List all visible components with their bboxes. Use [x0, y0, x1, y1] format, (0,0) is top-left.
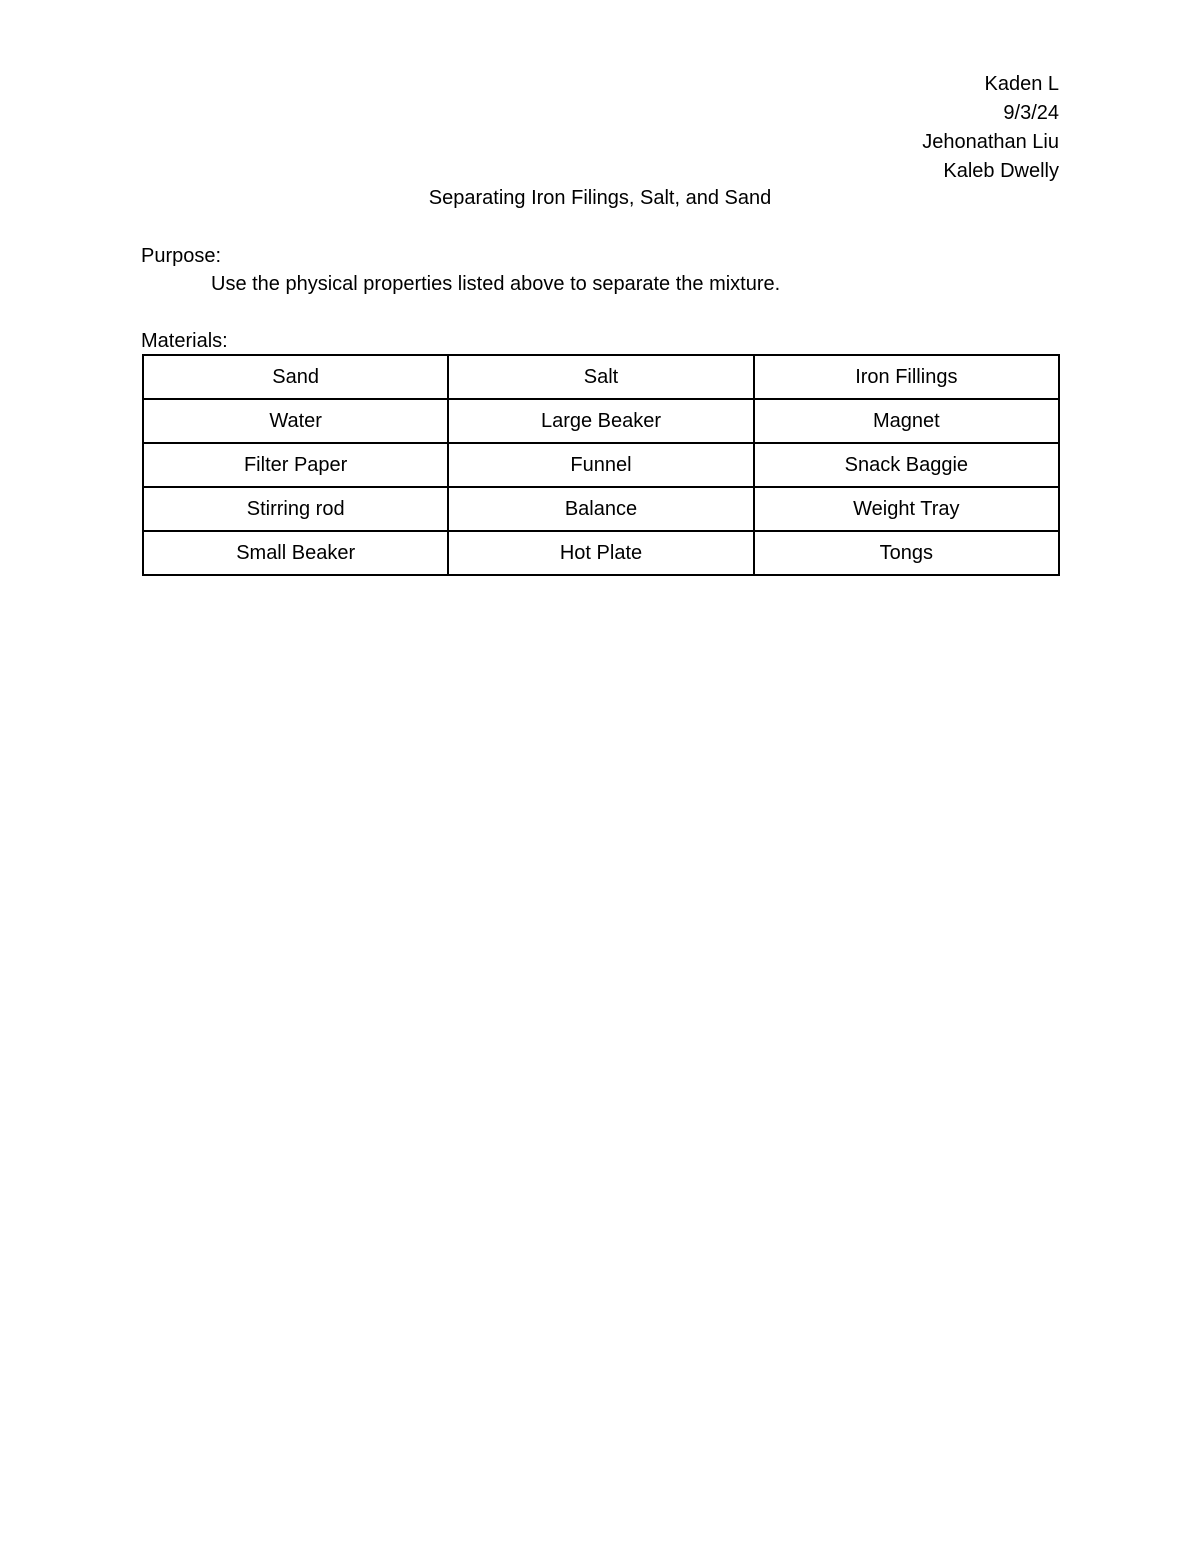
table-cell: Stirring rod: [143, 487, 448, 531]
partner-name: Kaleb Dwelly: [943, 160, 1059, 182]
materials-heading: Materials:: [141, 330, 228, 352]
table-cell: Filter Paper: [143, 443, 448, 487]
table-cell: Balance: [448, 487, 753, 531]
table-cell: Hot Plate: [448, 531, 753, 575]
document-title: Separating Iron Filings, Salt, and Sand: [428, 187, 772, 209]
purpose-text: Use the physical properties listed above to separate the mixture.: [211, 273, 781, 295]
table-row: [143, 531, 1059, 575]
author-name: Kaden L: [984, 73, 1059, 95]
table-row: [143, 443, 1059, 487]
table-cell: Large Beaker: [448, 399, 753, 443]
partner-name: Jehonathan Liu: [922, 131, 1059, 153]
materials-table: [142, 354, 1060, 576]
table-row: [143, 355, 1059, 399]
table-cell: Salt: [448, 355, 753, 399]
table-cell: Small Beaker: [143, 531, 448, 575]
table-cell: Weight Tray: [754, 487, 1059, 531]
table-row: [143, 399, 1059, 443]
table-cell: Sand: [143, 355, 448, 399]
table-cell: Iron Fillings: [754, 355, 1059, 399]
author-header: [922, 70, 1059, 186]
table-row: [143, 487, 1059, 531]
purpose-heading: Purpose:: [141, 245, 222, 267]
table-cell: Tongs: [754, 531, 1059, 575]
table-cell: Snack Baggie: [754, 443, 1059, 487]
table-cell: Water: [143, 399, 448, 443]
document-date: 9/3/24: [1003, 102, 1059, 124]
table-cell: Magnet: [754, 399, 1059, 443]
table-cell: Funnel: [448, 443, 753, 487]
